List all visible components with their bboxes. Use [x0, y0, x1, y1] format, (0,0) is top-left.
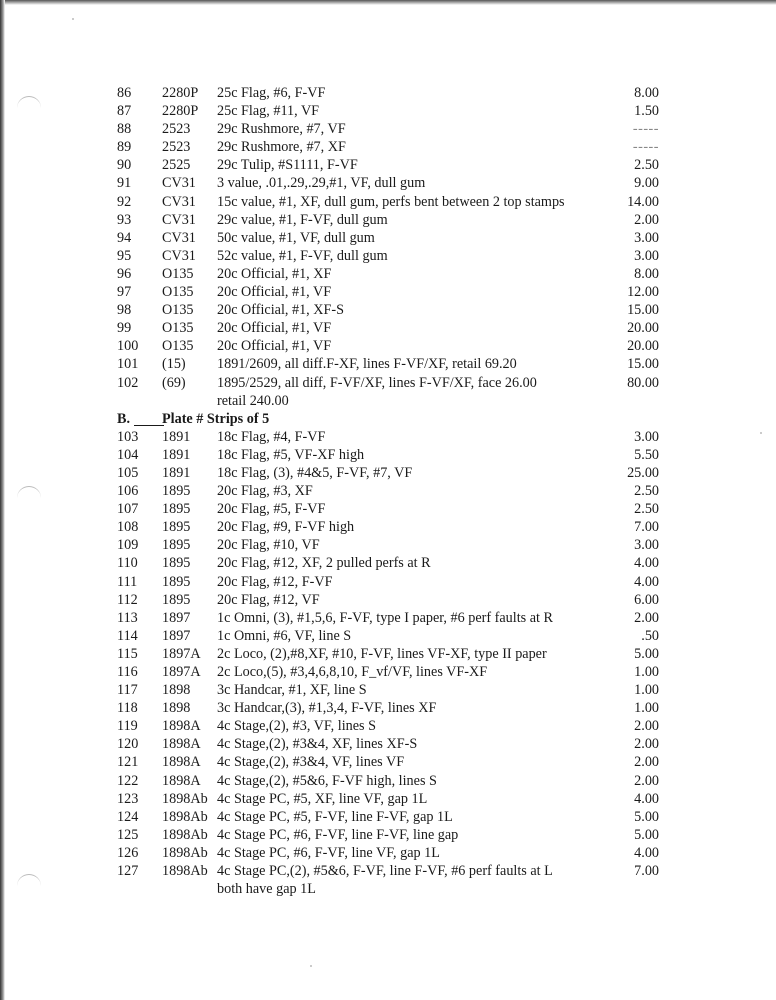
description-line: 20c Flag, #12, F-VF — [217, 573, 333, 590]
lot-number: 125 — [117, 826, 139, 843]
lot-description — [217, 573, 332, 591]
description-continuation: both have gap 1L — [217, 881, 316, 898]
lot-price: 4.00 — [634, 573, 659, 590]
lot-price: 5.50 — [634, 446, 659, 463]
lot-price: 4.00 — [634, 555, 659, 572]
lot-row — [0, 374, 776, 410]
lot-row — [0, 790, 776, 808]
lot-number: 120 — [117, 736, 139, 753]
lot-price: 2.00 — [634, 754, 659, 771]
description-line: 20c Official, #1, VF — [217, 320, 332, 337]
lot-number: 112 — [117, 591, 138, 608]
lot-price: 3.00 — [634, 537, 659, 554]
section-letter: B. — [117, 410, 131, 427]
lot-description — [217, 627, 351, 645]
lot-description — [217, 681, 367, 699]
lot-row — [0, 229, 776, 247]
lot-row — [0, 482, 776, 500]
description-continuation: retail 240.00 — [217, 392, 289, 409]
lot-number: 110 — [117, 555, 138, 572]
lot-number: 105 — [117, 464, 139, 481]
lot-price: 2.50 — [634, 483, 659, 500]
lot-row — [0, 337, 776, 355]
lot-number: 123 — [117, 790, 139, 807]
description-line: 20c Flag, #12, XF, 2 pulled perfs at R — [217, 555, 431, 572]
catalog-number: CV31 — [162, 247, 196, 264]
lot-number: 86 — [117, 85, 132, 101]
catalog-number: CV31 — [162, 229, 196, 246]
lot-price: 4.00 — [634, 790, 659, 807]
lot-description — [217, 138, 346, 156]
section-b-list — [0, 428, 776, 898]
lot-price: 1.00 — [634, 700, 659, 717]
scan-speck — [72, 18, 74, 20]
lot-number: 90 — [117, 157, 132, 174]
lot-number: 87 — [117, 103, 132, 120]
catalog-number: 1898 — [162, 700, 191, 717]
lot-description — [217, 645, 547, 663]
catalog-number: CV31 — [162, 211, 196, 228]
scan-speck — [310, 965, 312, 967]
lot-price: 2.00 — [634, 772, 659, 789]
lot-price: 7.00 — [634, 519, 659, 536]
description-line: 18c Flag, (3), #4&5, F-VF, #7, VF — [217, 464, 413, 481]
scan-top-edge — [0, 0, 776, 5]
description-line: 4c Stage,(2), #3&4, XF, lines XF-S — [217, 736, 418, 753]
lot-description — [217, 826, 458, 844]
description-line: 18c Flag, #4, F-VF — [217, 428, 326, 445]
lot-description — [217, 283, 331, 301]
lot-number: 116 — [117, 664, 138, 680]
catalog-number: 1898A — [162, 754, 201, 771]
description-line: 4c Stage PC,(2), #5&6, F-VF, line F-VF, #6 perf faults at L — [217, 863, 553, 880]
lot-description — [217, 518, 354, 536]
catalog-number: 1895 — [162, 519, 191, 536]
lot-row — [0, 120, 776, 138]
lot-row — [0, 663, 776, 681]
lot-price: 15.00 — [627, 356, 659, 373]
lot-description — [217, 120, 346, 138]
lot-description — [217, 844, 440, 862]
lot-description — [217, 717, 376, 735]
lot-price: 1.00 — [634, 682, 659, 699]
lot-row — [0, 717, 776, 735]
lot-description — [217, 699, 436, 717]
lot-description — [217, 808, 453, 826]
lot-price: 3.00 — [634, 428, 659, 445]
lot-number: 124 — [117, 808, 139, 825]
description-line: 29c value, #1, F-VF, dull gum — [217, 211, 388, 228]
lot-price: 15.00 — [627, 302, 659, 319]
lot-description — [217, 355, 517, 373]
lot-description — [217, 84, 325, 102]
description-line: 4c Stage PC, #6, F-VF, line F-VF, line gap — [217, 826, 459, 843]
lot-number: 101 — [117, 356, 139, 373]
price-list-document — [0, 84, 776, 898]
lot-description — [217, 319, 331, 337]
catalog-number: 1895 — [162, 483, 191, 500]
lot-row — [0, 844, 776, 862]
heading-underline — [134, 425, 164, 426]
catalog-number: 1898A — [162, 772, 201, 789]
lot-number: 109 — [117, 537, 139, 554]
lot-price: 2.00 — [634, 211, 659, 228]
catalog-number: 1897A — [162, 645, 201, 662]
lot-description — [217, 428, 325, 446]
section-b-heading — [0, 410, 776, 428]
lot-price: 5.00 — [634, 826, 659, 843]
catalog-number: 1898A — [162, 718, 201, 735]
lot-description — [217, 211, 388, 229]
lot-price: .50 — [641, 627, 659, 644]
catalog-number: 1897 — [162, 627, 191, 644]
catalog-number: 2280P — [162, 103, 199, 120]
lot-price: 14.00 — [627, 193, 659, 210]
catalog-number: O135 — [162, 302, 194, 319]
description-line: 1c Omni, #6, VF, line S — [217, 627, 352, 644]
description-line: 4c Stage PC, #6, F-VF, line VF, gap 1L — [217, 844, 440, 861]
description-line: 4c Stage,(2), #3, VF, lines S — [217, 718, 376, 735]
catalog-number: 1898 — [162, 682, 191, 699]
catalog-number: 1895 — [162, 537, 191, 554]
description-line: 18c Flag, #5, VF-XF high — [217, 446, 365, 463]
description-line: 29c Rushmore, #7, XF — [217, 139, 346, 156]
lot-description — [217, 663, 487, 681]
lot-row — [0, 772, 776, 790]
description-line: 4c Stage,(2), #3&4, VF, lines VF — [217, 754, 405, 771]
lot-price: 1.50 — [634, 103, 659, 120]
lot-number: 118 — [117, 700, 138, 717]
lot-description — [217, 554, 431, 572]
lot-row — [0, 211, 776, 229]
description-line: 3c Handcar, #1, XF, line S — [217, 682, 367, 699]
description-line: 25c Flag, #11, VF — [217, 103, 320, 120]
lot-row — [0, 102, 776, 120]
lot-number: 92 — [117, 193, 132, 210]
lot-number: 100 — [117, 338, 139, 355]
lot-number: 91 — [117, 175, 132, 192]
lot-row — [0, 573, 776, 591]
lot-description — [217, 500, 325, 518]
lot-price: 6.00 — [634, 591, 659, 608]
lot-row — [0, 193, 776, 211]
lot-description — [217, 102, 319, 120]
catalog-number: 1895 — [162, 501, 191, 518]
lot-row — [0, 156, 776, 174]
description-line: 3c Handcar,(3), #1,3,4, F-VF, lines XF — [217, 700, 437, 717]
catalog-number: O135 — [162, 320, 194, 337]
description-line: 20c Official, #1, XF — [217, 265, 332, 282]
description-line: 20c Official, #1, XF-S — [217, 302, 345, 319]
lot-row — [0, 753, 776, 771]
description-line: 2c Loco, (2),#8,XF, #10, F-VF, lines VF-XF, type II paper — [217, 645, 547, 662]
lot-price: 5.00 — [634, 808, 659, 825]
lot-row — [0, 536, 776, 554]
description-line: 15c value, #1, XF, dull gum, perfs bent between 2 top stamps — [217, 193, 565, 210]
catalog-number: 1895 — [162, 573, 191, 590]
lot-row — [0, 735, 776, 753]
lot-number: 102 — [117, 374, 139, 391]
catalog-number: 1898Ab — [162, 826, 208, 843]
lot-number: 106 — [117, 483, 139, 500]
lot-number: 95 — [117, 247, 132, 264]
lot-description — [217, 482, 313, 500]
lot-price: 3.00 — [634, 247, 659, 264]
lot-row — [0, 518, 776, 536]
catalog-number: 1898Ab — [162, 808, 208, 825]
lot-row — [0, 808, 776, 826]
lot-number: 114 — [117, 627, 138, 644]
lot-number: 119 — [117, 718, 138, 735]
catalog-number: 1898Ab — [162, 844, 208, 861]
lot-number: 89 — [117, 139, 132, 156]
lot-row — [0, 355, 776, 373]
catalog-number: 1891 — [162, 428, 191, 445]
lot-number: 88 — [117, 121, 132, 138]
description-line: 25c Flag, #6, F-VF — [217, 85, 326, 101]
lot-price: 2.00 — [634, 718, 659, 735]
lot-number: 115 — [117, 645, 138, 662]
lot-number: 103 — [117, 428, 139, 445]
lot-row — [0, 609, 776, 627]
lot-description — [217, 790, 427, 808]
lot-description — [217, 193, 565, 211]
lot-row — [0, 464, 776, 482]
lot-row — [0, 138, 776, 156]
lot-price: 2.50 — [634, 501, 659, 518]
lot-row — [0, 699, 776, 717]
lot-number: 111 — [117, 573, 138, 590]
lot-description — [217, 772, 437, 790]
description-line: 1891/2609, all diff.F-XF, lines F-VF/XF, retail 69.20 — [217, 356, 517, 373]
catalog-number: CV31 — [162, 175, 196, 192]
catalog-number: O135 — [162, 265, 194, 282]
lot-number: 126 — [117, 844, 139, 861]
section-title: Plate # Strips of 5 — [162, 410, 270, 427]
lot-price: 4.00 — [634, 844, 659, 861]
lot-row — [0, 554, 776, 572]
lot-number: 117 — [117, 682, 138, 699]
lot-row — [0, 645, 776, 663]
lot-description — [217, 374, 537, 410]
catalog-number: 1897 — [162, 609, 191, 626]
lot-number: 107 — [117, 501, 139, 518]
lot-description — [217, 174, 425, 192]
lot-row — [0, 301, 776, 319]
description-line: 4c Stage PC, #5, XF, line VF, gap 1L — [217, 790, 428, 807]
lot-row — [0, 428, 776, 446]
lot-description — [217, 156, 358, 174]
catalog-number: 2280P — [162, 85, 199, 101]
catalog-number: CV31 — [162, 193, 196, 210]
lot-row — [0, 681, 776, 699]
description-line: 4c Stage PC, #5, F-VF, line F-VF, gap 1L — [217, 808, 453, 825]
description-line: 50c value, #1, VF, dull gum — [217, 229, 375, 246]
lot-row — [0, 174, 776, 192]
lot-description — [217, 609, 553, 627]
lot-description — [217, 753, 404, 771]
lot-price: 2.50 — [634, 157, 659, 174]
lot-row — [0, 826, 776, 844]
lot-price: 1.00 — [634, 664, 659, 680]
description-line: 20c Official, #1, VF — [217, 284, 332, 301]
description-line: 20c Flag, #10, VF — [217, 537, 320, 554]
lot-number: 96 — [117, 265, 132, 282]
lot-description — [217, 229, 375, 247]
section-a-list — [0, 84, 776, 410]
lot-price: 25.00 — [627, 464, 659, 481]
catalog-number: 2523 — [162, 139, 191, 156]
catalog-number: O135 — [162, 338, 194, 355]
lot-description — [217, 265, 331, 283]
lot-description — [217, 735, 417, 753]
lot-price: 8.00 — [634, 85, 659, 101]
lot-number: 94 — [117, 229, 132, 246]
description-line: 20c Official, #1, VF — [217, 338, 332, 355]
lot-row — [0, 84, 776, 102]
description-line: 3 value, .01,.29,.29,#1, VF, dull gum — [217, 175, 426, 192]
catalog-number: 1891 — [162, 446, 191, 463]
lot-price: 12.00 — [627, 284, 659, 301]
lot-description — [217, 301, 344, 319]
lot-price: 80.00 — [627, 374, 659, 391]
description-line: 4c Stage,(2), #5&6, F-VF high, lines S — [217, 772, 437, 789]
lot-description — [217, 536, 320, 554]
catalog-number: 2523 — [162, 121, 191, 138]
lot-number: 99 — [117, 320, 132, 337]
lot-price: 2.00 — [634, 736, 659, 753]
lot-description — [217, 591, 320, 609]
catalog-number: 2525 — [162, 157, 191, 174]
lot-row — [0, 627, 776, 645]
lot-number: 97 — [117, 284, 132, 301]
lot-price: 8.00 — [634, 265, 659, 282]
lot-description — [217, 862, 553, 898]
lot-number: 121 — [117, 754, 139, 771]
lot-price: 2.00 — [634, 609, 659, 626]
description-line: 1c Omni, (3), #1,5,6, F-VF, type I paper, #6 perf faults at R — [217, 609, 553, 626]
lot-row — [0, 500, 776, 518]
lot-price: 3.00 — [634, 229, 659, 246]
catalog-number: O135 — [162, 284, 194, 301]
lot-price: ----- — [632, 139, 659, 156]
lot-row — [0, 265, 776, 283]
lot-price: ----- — [632, 121, 659, 138]
lot-number: 98 — [117, 302, 132, 319]
description-line: 20c Flag, #5, F-VF — [217, 501, 326, 518]
lot-price: 20.00 — [627, 320, 659, 337]
lot-price: 5.00 — [634, 645, 659, 662]
lot-price: 7.00 — [634, 863, 659, 880]
lot-description — [217, 247, 388, 265]
lot-number: 93 — [117, 211, 132, 228]
catalog-number: (15) — [162, 356, 186, 373]
lot-number: 113 — [117, 609, 138, 626]
lot-row — [0, 591, 776, 609]
lot-number: 108 — [117, 519, 139, 536]
description-line: 29c Rushmore, #7, VF — [217, 121, 346, 138]
lot-description — [217, 446, 364, 464]
lot-number: 127 — [117, 863, 139, 880]
description-line: 20c Flag, #3, XF — [217, 483, 313, 500]
catalog-number: 1898A — [162, 736, 201, 753]
catalog-number: 1891 — [162, 464, 191, 481]
lot-row — [0, 247, 776, 265]
lot-number: 122 — [117, 772, 139, 789]
description-line: 1895/2529, all diff, F-VF/XF, lines F-VF/XF, face 26.00 — [217, 374, 537, 391]
description-line: 29c Tulip, #S1111, F-VF — [217, 157, 358, 174]
catalog-number: 1898Ab — [162, 863, 208, 880]
lot-row — [0, 446, 776, 464]
catalog-number: 1895 — [162, 591, 191, 608]
lot-row — [0, 319, 776, 337]
lot-price: 9.00 — [634, 175, 659, 192]
catalog-number: 1898Ab — [162, 790, 208, 807]
description-line: 2c Loco,(5), #3,4,6,8,10, F_vf/VF, lines VF-XF — [217, 664, 488, 680]
lot-row — [0, 283, 776, 301]
description-line: 52c value, #1, F-VF, dull gum — [217, 247, 388, 264]
catalog-number: (69) — [162, 374, 186, 391]
description-line: 20c Flag, #12, VF — [217, 591, 320, 608]
catalog-number: 1897A — [162, 664, 201, 680]
lot-number: 104 — [117, 446, 139, 463]
lot-price: 20.00 — [627, 338, 659, 355]
description-line: 20c Flag, #9, F-VF high — [217, 519, 355, 536]
lot-description — [217, 464, 412, 482]
catalog-number: 1895 — [162, 555, 191, 572]
lot-description — [217, 337, 331, 355]
lot-row — [0, 862, 776, 898]
